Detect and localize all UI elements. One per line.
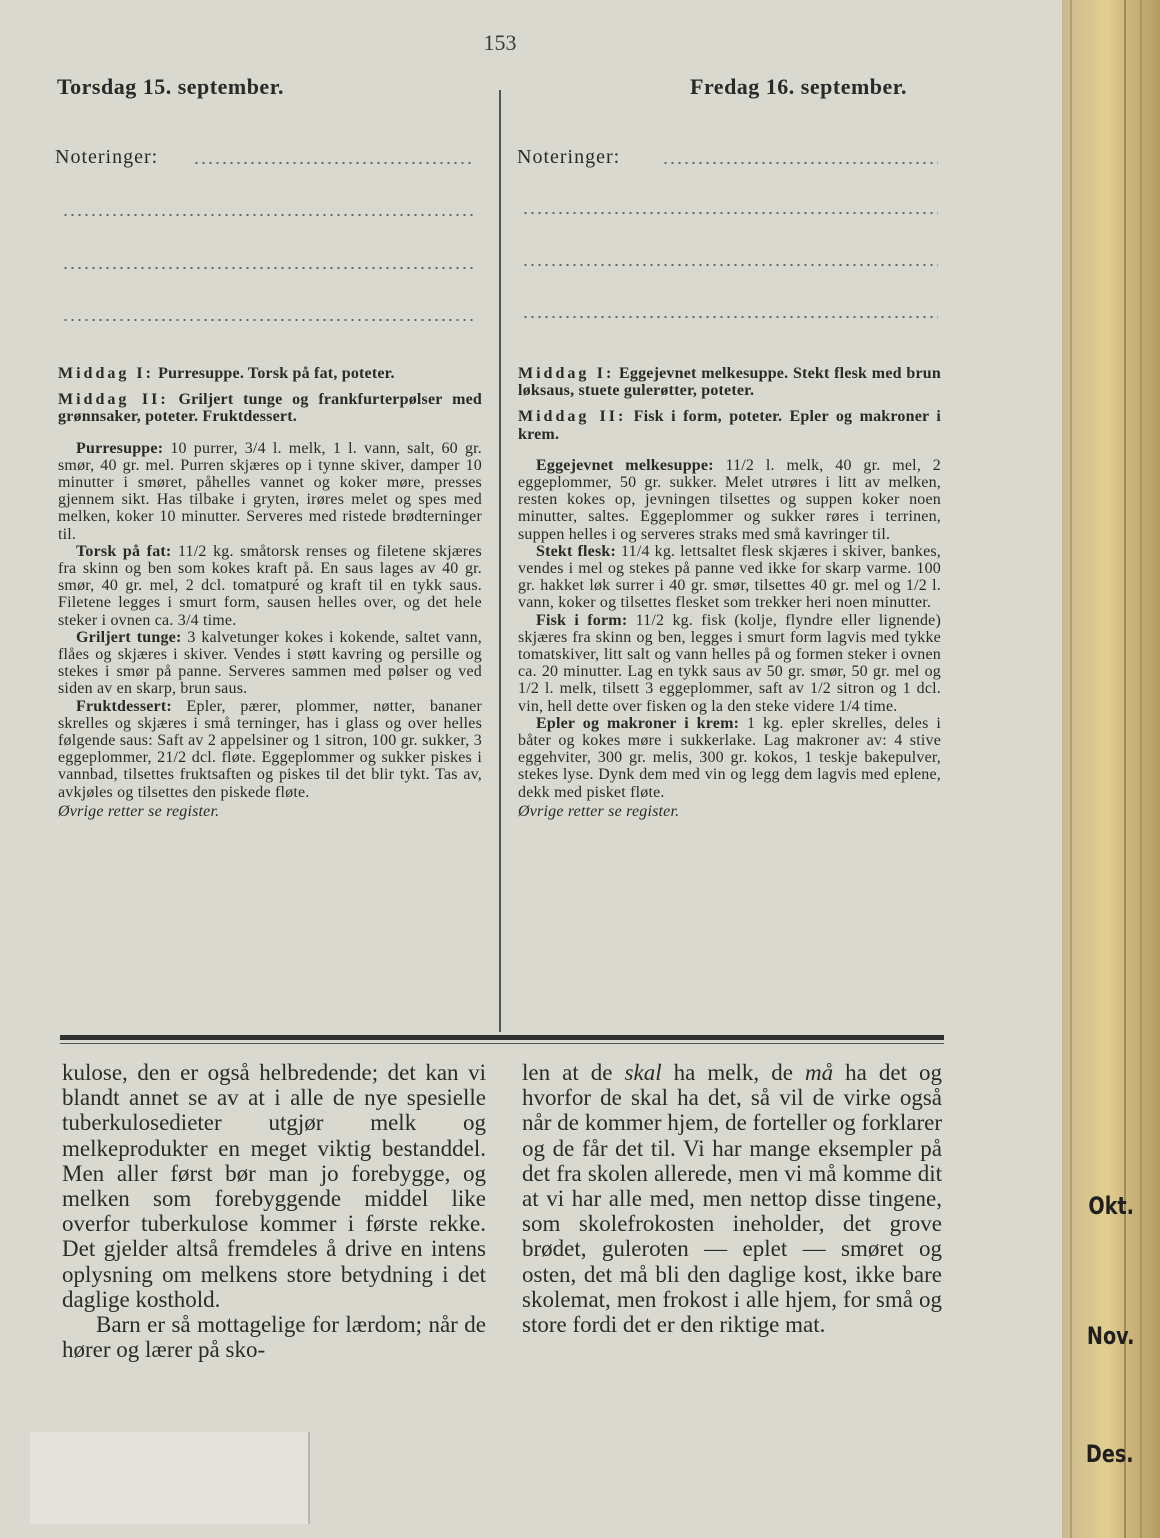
tab-december[interactable]: Des. [1086,1440,1134,1468]
friday-title: Fredag 16. september. [690,74,908,99]
notes-line[interactable] [62,319,475,321]
friday-menu-2: Middag II: Fisk i form, poteter. Epler og makroner i krem. [518,408,942,443]
more-dishes-note: Øvrige retter se register. [58,802,220,820]
friday-notes-label: Noteringer: [517,146,621,168]
article-right-column [522,1060,942,1337]
section-rule-thin [60,1043,944,1044]
article-left-column [62,1060,486,1362]
article-paragraph: len at de skal ha melk, de må ha det og hvorfor de skal ha det, så vil de virke også når de kommer hjem, de forteller og forklarer og de får det til. Vi har mange eksempler på det fra skolen allerede, men vi må komme dit at vi har alle med, men nettop disse tingene, som skolefrokosten ineholder, det grove brødet, guleroten — eplet — smøret og osten, det må bli den daglige kost, ikke bare skolemat, men frokost i alle hjem, for små og store fordi det er den riktige mat. [522,1060,943,1338]
recipe: Fruktdessert: Epler, pærer, plommer, nøtter, bananer skrelles og skjæres i små terninger, has i glass og over helles følgende saus: Saft av 2 appelsiner og 1 sitron, 100 gr. sukker, 3 eggeplommer, 21/2 dcl. fløte. Eggeplommer og sukker piskes i vannbad, tilsettes fruktsaften og piskes til det blir tykt. Tas av, avkjøles og tilsettes den piskede fløte. [58,697,482,801]
recipe: Eggejevnet melkesuppe: 11/2 l. melk, 40 gr. mel, 2 eggeplommer, 50 gr. sukker. Melet utrøres i litt av melken, resten kokes op, jevningen tilsettes og suppen koker noen minutter, saltes. Eggeplommer og sukker røres i terrinen, suppen helles i og serveres straks med små kavringer til. [518,456,941,543]
notes-line[interactable] [662,162,938,164]
blank-stamp-area [30,1432,310,1524]
thursday-menu-1: Middag I: Purresuppe. Torsk på fat, poteter. [58,365,395,382]
recipe: Fisk i form: 11/2 kg. fisk (kolje, flyndre eller lignende) skjæres fra skinn og ben, legges i smurt form lagvis med tykke tomatskiver, litt salt og vann helles på og formen steker i ovnen ca. 20 minutter. Lag en tykk saus av 50 gr. smør, 50 gr. mel og 1/2 l. melk, tilsett 3 eggeplommer, saft av 1/2 sitron og 1 dcl. vin, hell dette over fisken og la den steke videre 1/4 time. [518,611,941,715]
section-rule [60,1035,944,1040]
recipe: Purresuppe: 10 purrer, 3/4 l. melk, 1 l. vann, salt, 60 gr. smør, 40 gr. mel. Purren skjæres op i tynne skiver, damper 10 minutter i smøret, påhelles vannet og koker møre, presses gjennem sikt. Has tilbake i gryten, irøres melet og spes med melken, koker 10 minutter. Serveres med ristede brødterninger til. [58,439,482,543]
thursday-title: Torsdag 15. september. [57,74,284,99]
friday-menu-1: Middag I: Eggejevnet melkesuppe. Stekt flesk med brun løksaus, stuete gulerøtter, poteter. [518,365,941,400]
notes-line[interactable] [62,267,475,269]
notes-line[interactable] [522,212,938,214]
notes-line[interactable] [193,162,475,164]
more-dishes-note: Øvrige retter se register. [518,802,680,820]
friday-recipes [518,365,941,820]
notes-line[interactable] [62,214,475,216]
page-number: 153 [483,30,517,55]
page-edge [1062,0,1160,1538]
notes-line[interactable] [522,316,938,318]
thursday-notes-label: Noteringer: [55,146,159,168]
article-paragraph: kulose, den er også helbredende; det kan vi blandt annet se av at i alle de nye spesielle tuberkulosedieter utgjør melk og melkeprodukter en meget viktig bestanddel. Men aller først bør man jo forebygge, og melken som forebyggende middel like overfor tuberkulose kommer i første rekke. Det gjelder altså fremdeles å drive en intens oplysning om melkens store betydning i det daglige kosthold. [62,1060,486,1312]
tab-november[interactable]: Nov. [1086,1322,1134,1350]
recipe: Stekt flesk: 11/4 kg. lettsaltet flesk skjæres i skiver, bankes, vendes i mel og stekes på panne ved ikke for skarp varme. 100 gr. hakket løk surrer i 40 gr. smør, tilsettes 40 gr. mel og 1/2 l. vann, koker og tilsettes flesket som trekker heri noen minutter. [518,542,941,612]
tab-october[interactable]: Okt. [1088,1192,1134,1220]
thursday-menu-2: Middag II: Griljert tunge og frankfurterpølser med grønnsaker, poteter. Fruktdessert. [58,391,482,426]
thursday-recipes [58,365,482,820]
recipe: Torsk på fat: 11/2 kg. småtorsk renses og filetene skjæres fra skinn og ben som kokes kraft på. En saus lages av 40 gr. smør, 40 gr. mel, 2 dcl. tomatpuré og kraft til en tykk saus. Filetene legges i smurt form, sausen helles over, og det hele steker i ovnen ca. 3/4 time. [58,542,482,629]
column-divider [499,90,501,1032]
recipe: Epler og makroner i krem: 1 kg. epler skrelles, deles i båter og kokes møre i sukkerlake. Lag makroner av: 4 stive eggehviter, 300 gr. melis, 300 gr. kokos, 1 teskje bakepulver, stekes lyse. Dynk dem med vin og legg dem lagvis med eplene, dekk med pisket fløte. [518,714,941,801]
notes-line[interactable] [522,264,938,266]
article-paragraph: Barn er så mottagelige for lærdom; når de hører og lærer på sko- [62,1312,486,1363]
recipe: Griljert tunge: 3 kalvetunger kokes i kokende, saltet vann, flåes og skjæres i skiver. Vendes i støtt kavring og persille og stekes i smør på panne. Serveres sammen med pølser og ved siden av en skarp, brun saus. [58,628,483,698]
